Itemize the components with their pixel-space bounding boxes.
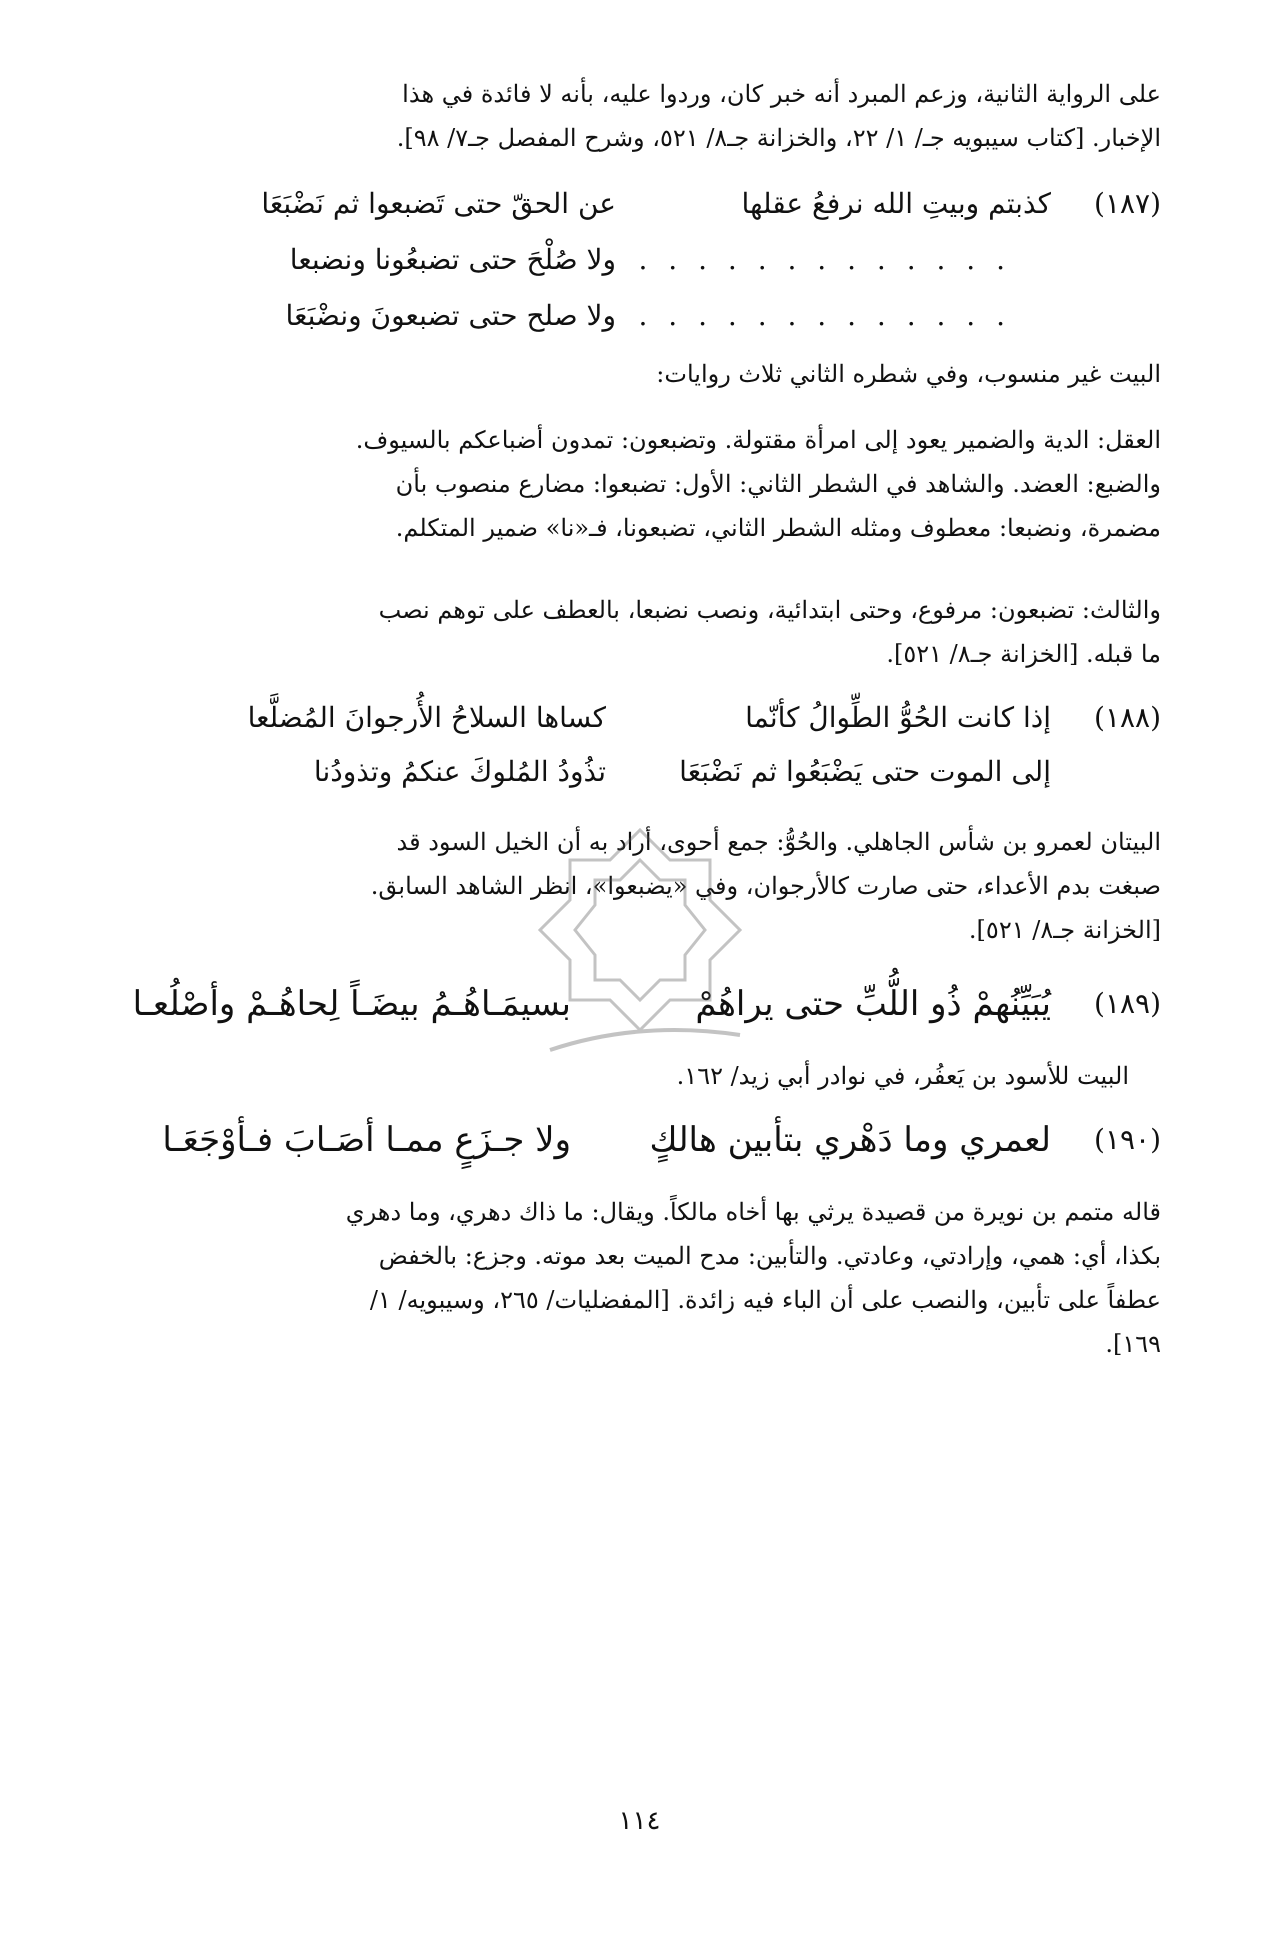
verse-elision-dots: . . . . . . . . . . . . . — [638, 243, 1011, 276]
paragraph-4 — [91, 588, 1161, 676]
verse-hemistich-1: إذا كانت الحُوُّ الطِّوالُ كأنّما — [745, 701, 1051, 734]
text-line: بكذا، أي: همي، وإرادتي، وعادتي. والتأبين: مدح الميت بعد موته. وجزع: بالخفض — [378, 1242, 1161, 1270]
paragraph-3 — [91, 418, 1161, 550]
verse-number: (١٨٩) — [1094, 987, 1161, 1020]
text-line: الإخبار. [كتاب سيبويه جـ/ ١/ ٢٢، والخزانة جـ٨/ ٥٢١، وشرح المفصل جـ٧/ ٩٨]. — [396, 124, 1161, 152]
text-line: ١٦٩]. — [1105, 1330, 1161, 1358]
verse-hemistich-2: ولا صلح حتى تضبعونَ ونضْبَعَا — [285, 299, 616, 332]
verse-number: (١٨٨) — [1094, 701, 1161, 734]
text-line: مضمرة، ونضبعا: معطوف ومثله الشطر الثاني، تضبعونا، فـ«نا» ضمير المتكلم. — [395, 514, 1161, 542]
verse-number: (١٩٠) — [1094, 1123, 1161, 1156]
library-watermark-icon — [510, 820, 770, 1080]
verse-hemistich-2: إلى الموت حتى يَضْبَعُوا ثم نَضْبَعَا — [679, 755, 1051, 788]
text-line: والثالث: تضبعون: مرفوع، وحتى ابتدائية، ونصب نضبعا، بالعطف على توهم نصب — [378, 596, 1161, 624]
verse-hemistich-1: يُبَيِّنُهمْ ذُو اللُّبِّ حتى يراهُمْ — [695, 984, 1051, 1024]
text-line: صبغت بدم الأعداء، حتى صارت كالأرجوان، وفي «يضبعوا»، انظر الشاهد السابق. — [370, 872, 1161, 900]
text-line: البيت غير منسوب، وفي شطره الثاني ثلاث روايات: — [656, 360, 1161, 388]
text-line: البيتان لعمرو بن شأس الجاهلي. والحُوُّ: جمع أحوى، أراد به أن الخيل السود قد — [396, 828, 1161, 856]
verse-hemistich-2: ولا صُلْحَ حتى تضبعُونا ونضبعا — [289, 243, 616, 276]
verse-hemistich-2: بسيمَـاهُـمُ بيضَـاً لِحاهُـمْ وأصْلُعـا — [132, 984, 571, 1024]
verse-hemistich-1: تذُودُ المُلوكَ عنكمُ وتذودُنا — [313, 755, 606, 788]
verse-hemistich-2: عن الحقّ حتى تَضبعوا ثم نَضْبَعَا — [261, 187, 616, 220]
paragraph-7 — [91, 1190, 1161, 1366]
verse-hemistich-2: ولا جـزَعٍ ممـا أصَـابَ فـأوْجَعَـا — [162, 1120, 571, 1160]
verse-188-line-2 — [91, 744, 1161, 800]
text-line: قاله متمم بن نويرة من قصيدة يرثي بها أخاه مالكاً. ويقال: ما ذاك دهري، وما دهري — [345, 1198, 1161, 1226]
verse-elision-dots: . . . . . . . . . . . . . — [638, 299, 1011, 332]
verse-190 — [91, 1112, 1161, 1168]
verse-187-line-1 — [91, 176, 1161, 232]
text-line: عطفاً على تأبين، والنصب على أن الباء فيه زائدة. [المفضليات/ ٢٦٥، وسيبويه/ ١/ — [369, 1286, 1161, 1314]
verse-number: (١٨٧) — [1094, 187, 1161, 220]
text-line: والضبع: العضد. والشاهد في الشطر الثاني: الأول: تضبعوا: مضارع منصوب بأن — [395, 470, 1161, 498]
verse-188-line-1 — [91, 690, 1161, 746]
verse-187-line-3 — [91, 288, 1161, 344]
verse-187-line-2 — [91, 232, 1161, 288]
page-number: ١١٤ — [618, 1806, 661, 1836]
paragraph-1 — [91, 72, 1161, 160]
verse-hemistich-1: كذبتم وبيتِ الله نرفعُ عقلها — [741, 187, 1051, 220]
text-line: العقل: الدية والضمير يعود إلى امرأة مقتولة. وتضبعون: تمدون أضباعكم بالسيوف. — [355, 426, 1161, 454]
text-line: على الرواية الثانية، وزعم المبرد أنه خبر كان، وردوا عليه، بأنه لا فائدة في هذا — [402, 80, 1161, 108]
text-line: البيت للأسود بن يَعفُر، في نوادر أبي زيد/ ١٦٢. — [676, 1062, 1129, 1090]
text-line: [الخزانة جـ٨/ ٥٢١]. — [968, 916, 1161, 944]
paragraph-2 — [91, 352, 1161, 396]
verse-hemistich-2: كساها السلاحُ الأُرجوانَ المُضلَّعا — [247, 701, 606, 734]
text-line: ما قبله. [الخزانة جـ٨/ ٥٢١]. — [886, 640, 1161, 668]
verse-hemistich-1: لعمري وما دَهْري بتأبين هالكٍ — [649, 1120, 1051, 1160]
